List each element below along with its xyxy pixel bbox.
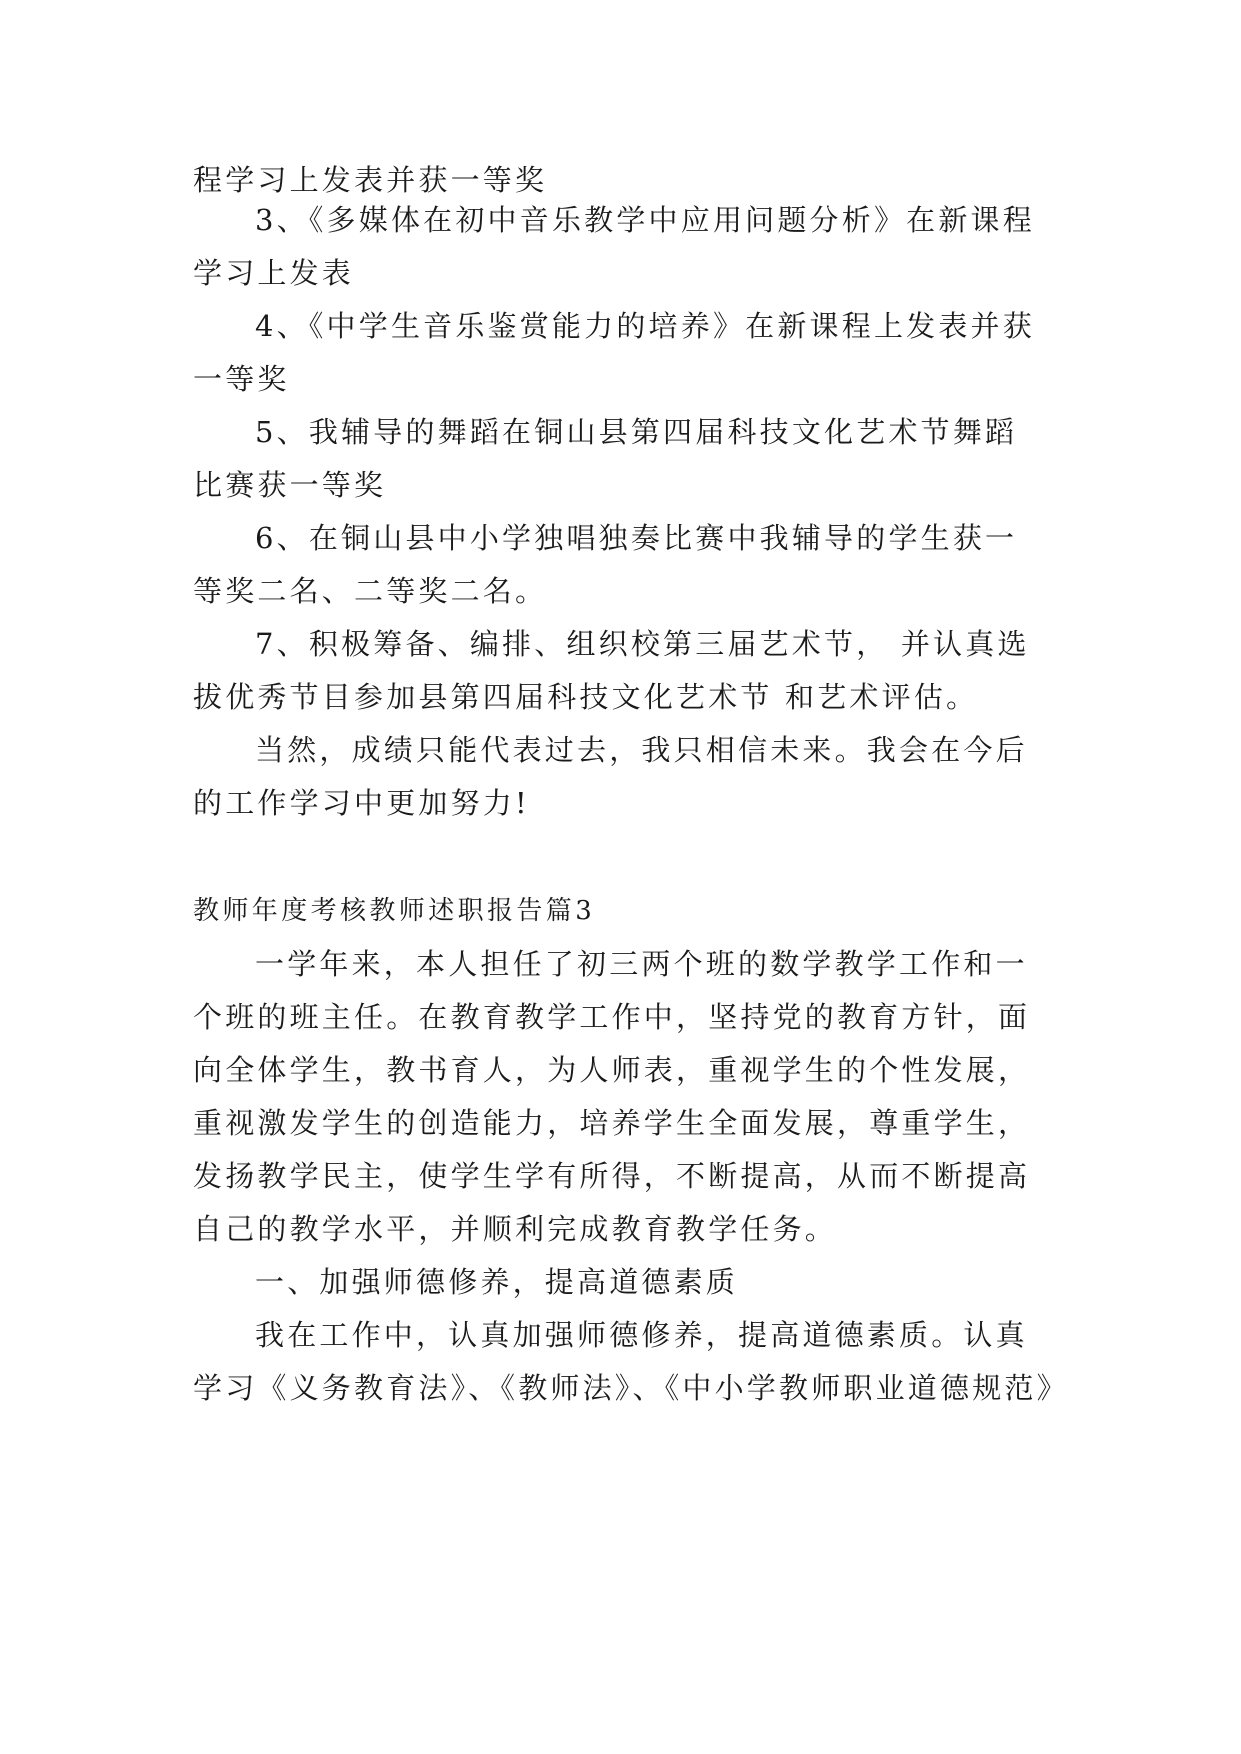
paragraph-line: 一等奖 — [193, 362, 290, 396]
paragraph-line: 3、《多媒体在初中音乐教学中应用问题分析》在新课程 — [255, 203, 1035, 237]
paragraph-line: 个班的班主任。在教育教学工作中，坚持党的教育方针，面 — [193, 1000, 1031, 1034]
section-heading: 教师年度考核教师述职报告篇3 — [193, 896, 596, 926]
paragraph-line: 5、我辅导的舞蹈在铜山县第四届科技文化艺术节舞蹈 — [255, 415, 1018, 449]
subheading-line: 一、加强师德修养，提高道德素质 — [255, 1265, 739, 1299]
paragraph-line: 一学年来，本人担任了初三两个班的数学教学工作和一 — [255, 947, 1028, 981]
paragraph-line: 等奖二名、二等奖二名。 — [193, 574, 548, 608]
paragraph-line: 的工作学习中更加努力! — [193, 786, 530, 820]
paragraph-line: 向全体学生，教书育人，为人师表，重视学生的个性发展， — [193, 1053, 1031, 1087]
paragraph-line: 当然，成绩只能代表过去，我只相信未来。我会在今后 — [255, 733, 1028, 767]
paragraph-line: 4、《中学生音乐鉴赏能力的培养》在新课程上发表并获 — [255, 309, 1035, 343]
paragraph-line: 学习《义务教育法》、《教师法》、《中小学教师职业道德规范》 — [193, 1371, 1069, 1405]
paragraph-line: 我在工作中，认真加强师德修养，提高道德素质。认真 — [255, 1318, 1028, 1352]
paragraph-line: 拔优秀节目参加县第四届科技文化艺术节 和艺术评估。 — [193, 680, 979, 714]
paragraph-line: 程学习上发表并获一等奖 — [193, 163, 548, 197]
paragraph-line: 学习上发表 — [193, 256, 355, 290]
paragraph-line: 比赛获一等奖 — [193, 468, 387, 502]
paragraph-line: 7、积极筹备、编排、组织校第三届艺术节， 并认真选 — [255, 627, 1030, 661]
paragraph-line: 发扬教学民主，使学生学有所得，不断提高，从而不断提高 — [193, 1159, 1031, 1193]
paragraph-line: 重视激发学生的创造能力，培养学生全面发展，尊重学生， — [193, 1106, 1031, 1140]
paragraph-line: 自己的教学水平，并顺利完成教育教学任务。 — [193, 1212, 838, 1246]
paragraph-line: 6、在铜山县中小学独唱独奏比赛中我辅导的学生获一 — [255, 521, 1018, 555]
